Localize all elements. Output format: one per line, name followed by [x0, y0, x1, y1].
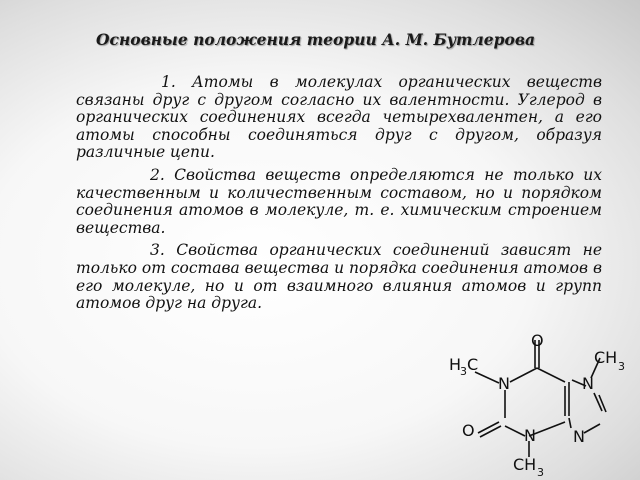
atom-n9: N	[573, 427, 585, 446]
principles-text	[76, 74, 602, 318]
atom-n3: N	[524, 426, 536, 445]
atom-n1: N	[498, 374, 510, 393]
methyl-left	[449, 355, 478, 378]
atom-o-top: O	[531, 331, 544, 350]
atom-o-left: O	[462, 421, 475, 440]
methyl-left-c: C	[467, 355, 479, 374]
principle-1: 1. Атомы в молекулах органических веществ связаны друг с другом согласно их валентности. Углерод в органических соединениях всегда четырехвалентен, а его атомы способны соединяться друг с другом, образуя различные цепи.	[76, 73, 602, 162]
methyl-bottom-subscript: 3	[537, 466, 544, 479]
atom-n7: N	[582, 374, 594, 393]
slide-title: Основные положения теории А. М. Бутлерова	[96, 30, 536, 49]
structure-bonds	[475, 340, 606, 457]
methyl-bottom	[513, 455, 544, 479]
methyl-right-ch: CH	[594, 348, 618, 367]
methyl-bottom-ch: CH	[513, 455, 537, 474]
methyl-right	[594, 348, 625, 373]
caffeine-structure-diagram	[440, 330, 640, 480]
methyl-left-subscript: 3	[460, 365, 467, 378]
methyl-right-subscript: 3	[618, 360, 625, 373]
methyl-left-h: H	[449, 355, 462, 374]
principle-3: 3. Свойства органических соединений зависят не только от состава вещества и порядка соединения атомов в его молекуле, но и от взаимного влияния атомов и групп атомов друг на друга.	[76, 241, 602, 313]
principle-2: 2. Свойства веществ определяются не только их качественным и количественным составом, но и порядком соединения атомов в молекуле, т. е. химическим строением вещества.	[76, 165, 602, 237]
